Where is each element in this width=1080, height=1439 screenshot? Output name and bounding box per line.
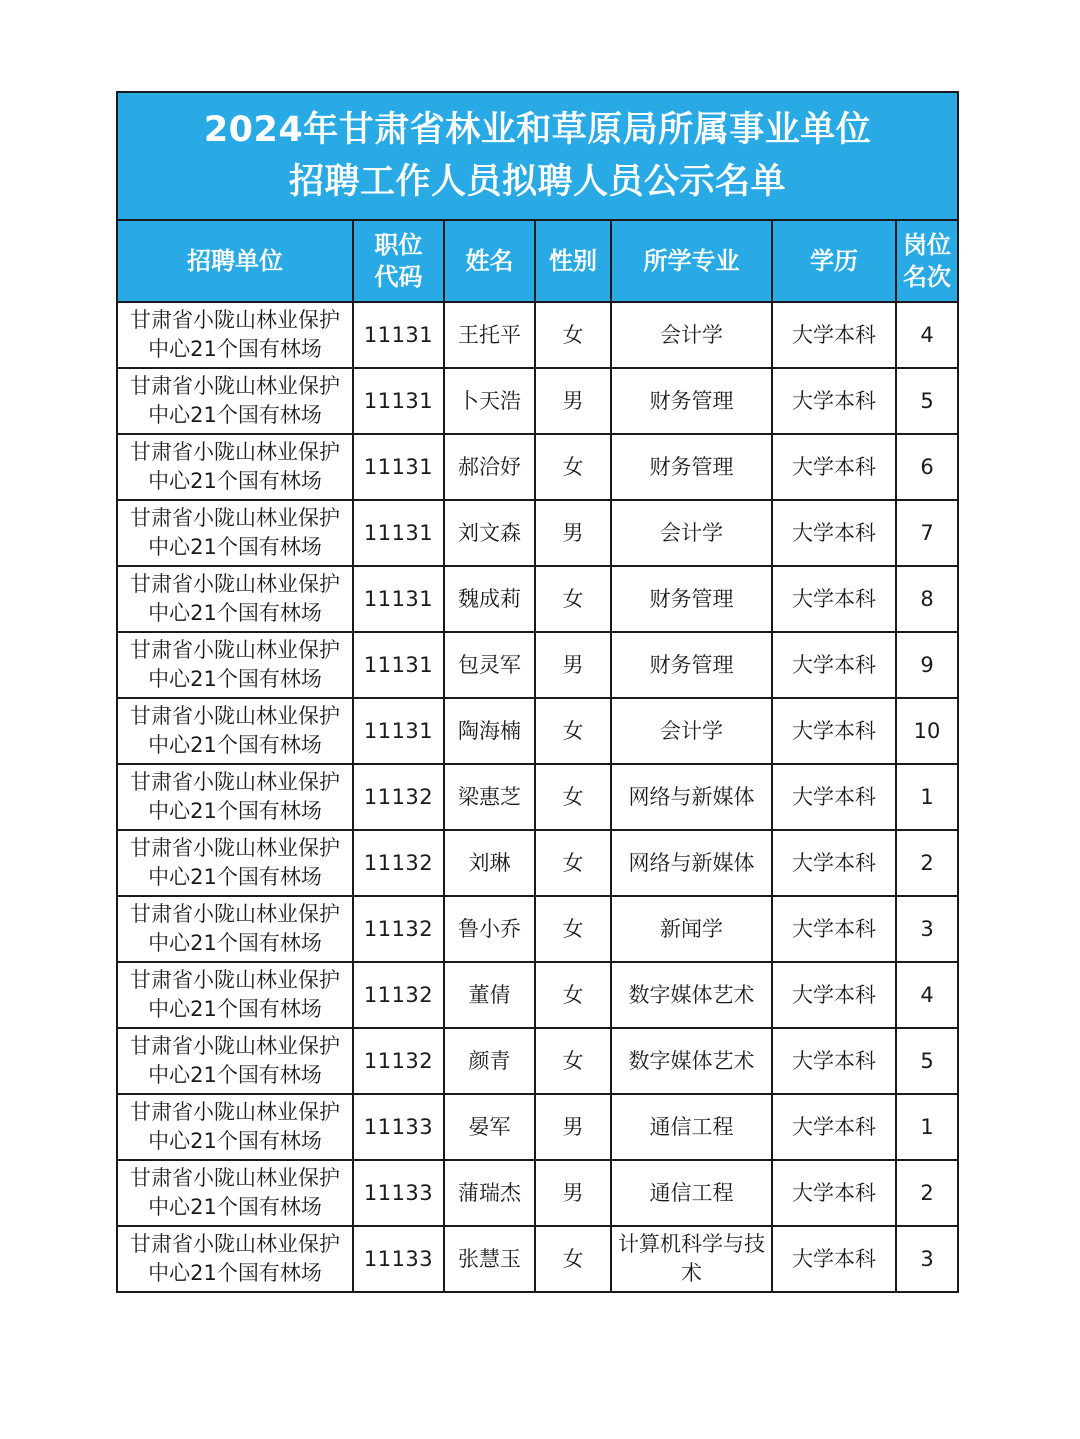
rank-cell: 5	[896, 368, 958, 434]
education-cell: 大学本科	[772, 698, 896, 764]
education-cell: 大学本科	[772, 896, 896, 962]
name-cell: 卜天浩	[444, 368, 535, 434]
unit-line-1: 甘肃省小陇山林业保护	[130, 1166, 340, 1190]
table-row	[117, 1160, 958, 1226]
unit-line-2: 中心21个国有林场	[148, 535, 322, 559]
unit-line-1: 甘肃省小陇山林业保护	[130, 638, 340, 662]
position-code-cell: 11133	[353, 1226, 444, 1292]
gender-cell: 女	[535, 698, 611, 764]
title-line-1: 2024年甘肃省林业和草原局所属事业单位	[203, 110, 872, 150]
name-cell: 刘文森	[444, 500, 535, 566]
table-row	[117, 1028, 958, 1094]
position-code-cell: 11131	[353, 302, 444, 368]
unit-cell	[117, 632, 353, 698]
name-cell: 魏成莉	[444, 566, 535, 632]
major-cell: 网络与新媒体	[611, 764, 772, 830]
unit-line-1: 甘肃省小陇山林业保护	[130, 1100, 340, 1124]
col-header-unit	[117, 220, 353, 302]
unit-line-1: 甘肃省小陇山林业保护	[130, 704, 340, 728]
unit-line-1: 甘肃省小陇山林业保护	[130, 572, 340, 596]
major-cell: 新闻学	[611, 896, 772, 962]
col-header-education	[772, 220, 896, 302]
education-cell: 大学本科	[772, 1094, 896, 1160]
gender-cell: 男	[535, 1160, 611, 1226]
unit-line-1: 甘肃省小陇山林业保护	[130, 308, 340, 332]
education-cell: 大学本科	[772, 500, 896, 566]
unit-line-2: 中心21个国有林场	[148, 865, 322, 889]
col-header-gender	[535, 220, 611, 302]
col-header-code-line2: 代码	[374, 263, 423, 291]
gender-cell: 女	[535, 962, 611, 1028]
unit-line-2: 中心21个国有林场	[148, 931, 322, 955]
position-code-cell: 11131	[353, 368, 444, 434]
unit-line-1: 甘肃省小陇山林业保护	[130, 506, 340, 530]
table-row	[117, 698, 958, 764]
education-cell: 大学本科	[772, 764, 896, 830]
table-row	[117, 1226, 958, 1292]
name-cell: 梁惠芝	[444, 764, 535, 830]
unit-line-2: 中心21个国有林场	[148, 403, 322, 427]
unit-cell	[117, 1094, 353, 1160]
table-title	[117, 92, 958, 220]
table-row	[117, 302, 958, 368]
col-header-major-label: 所学专业	[643, 247, 740, 275]
position-code-cell: 11131	[353, 566, 444, 632]
col-header-name-label: 姓名	[465, 247, 514, 275]
gender-cell: 女	[535, 434, 611, 500]
col-header-unit-label: 招聘单位	[187, 247, 283, 275]
position-code-cell: 11133	[353, 1094, 444, 1160]
rank-cell: 5	[896, 1028, 958, 1094]
table-row	[117, 896, 958, 962]
education-cell: 大学本科	[772, 830, 896, 896]
rank-cell: 3	[896, 896, 958, 962]
name-cell: 刘琳	[444, 830, 535, 896]
name-cell: 董倩	[444, 962, 535, 1028]
col-header-rank-line1: 岗位	[903, 231, 952, 259]
name-cell: 张慧玉	[444, 1226, 535, 1292]
gender-cell: 女	[535, 1226, 611, 1292]
major-cell: 通信工程	[611, 1160, 772, 1226]
table-row	[117, 434, 958, 500]
major-cell: 数字媒体艺术	[611, 962, 772, 1028]
gender-cell: 男	[535, 368, 611, 434]
unit-cell	[117, 434, 353, 500]
table-row	[117, 500, 958, 566]
title-line-2: 招聘工作人员拟聘人员公示名单	[289, 162, 787, 202]
gender-cell: 女	[535, 302, 611, 368]
rank-cell: 4	[896, 302, 958, 368]
major-cell: 数字媒体艺术	[611, 1028, 772, 1094]
position-code-cell: 11131	[353, 632, 444, 698]
unit-line-2: 中心21个国有林场	[148, 997, 322, 1021]
education-cell: 大学本科	[772, 632, 896, 698]
table-row	[117, 962, 958, 1028]
major-cell: 财务管理	[611, 368, 772, 434]
column-header-row	[117, 220, 958, 302]
major-cell: 财务管理	[611, 632, 772, 698]
unit-line-2: 中心21个国有林场	[148, 1063, 322, 1087]
unit-line-1: 甘肃省小陇山林业保护	[130, 1232, 340, 1256]
unit-line-2: 中心21个国有林场	[148, 1195, 322, 1219]
rank-cell: 2	[896, 830, 958, 896]
unit-line-1: 甘肃省小陇山林业保护	[130, 902, 340, 926]
rank-cell: 2	[896, 1160, 958, 1226]
unit-line-2: 中心21个国有林场	[148, 733, 322, 757]
col-header-rank-line2: 名次	[903, 263, 952, 291]
table-body	[117, 302, 958, 1292]
unit-line-1: 甘肃省小陇山林业保护	[130, 968, 340, 992]
unit-line-1: 甘肃省小陇山林业保护	[130, 1034, 340, 1058]
name-cell: 王托平	[444, 302, 535, 368]
education-cell: 大学本科	[772, 1226, 896, 1292]
major-cell: 会计学	[611, 500, 772, 566]
position-code-cell: 11131	[353, 500, 444, 566]
gender-cell: 女	[535, 830, 611, 896]
rank-cell: 9	[896, 632, 958, 698]
gender-cell: 男	[535, 632, 611, 698]
unit-line-2: 中心21个国有林场	[148, 1261, 322, 1285]
unit-cell	[117, 1028, 353, 1094]
position-code-cell: 11133	[353, 1160, 444, 1226]
rank-cell: 1	[896, 1094, 958, 1160]
gender-cell: 男	[535, 500, 611, 566]
col-header-code	[353, 220, 444, 302]
table-row	[117, 632, 958, 698]
major-cell: 会计学	[611, 302, 772, 368]
unit-line-1: 甘肃省小陇山林业保护	[130, 836, 340, 860]
unit-cell	[117, 500, 353, 566]
major-cell: 会计学	[611, 698, 772, 764]
name-cell: 郝洽妤	[444, 434, 535, 500]
rank-cell: 7	[896, 500, 958, 566]
position-code-cell: 11131	[353, 434, 444, 500]
position-code-cell: 11131	[353, 698, 444, 764]
unit-line-2: 中心21个国有林场	[148, 667, 322, 691]
unit-line-1: 甘肃省小陇山林业保护	[130, 374, 340, 398]
unit-line-2: 中心21个国有林场	[148, 1129, 322, 1153]
unit-cell	[117, 566, 353, 632]
col-header-gender-label: 性别	[549, 247, 597, 275]
education-cell: 大学本科	[772, 434, 896, 500]
education-cell: 大学本科	[772, 302, 896, 368]
candidate-table	[116, 91, 959, 1293]
rank-cell: 4	[896, 962, 958, 1028]
rank-cell: 3	[896, 1226, 958, 1292]
roster-sheet	[116, 91, 957, 1293]
position-code-cell: 11132	[353, 830, 444, 896]
education-cell: 大学本科	[772, 1028, 896, 1094]
unit-cell	[117, 1160, 353, 1226]
major-cell: 财务管理	[611, 566, 772, 632]
position-code-cell: 11132	[353, 1028, 444, 1094]
major-cell: 计算机科学与技术	[611, 1226, 772, 1292]
major-cell: 通信工程	[611, 1094, 772, 1160]
table-row	[117, 368, 958, 434]
unit-cell	[117, 830, 353, 896]
unit-line-2: 中心21个国有林场	[148, 799, 322, 823]
position-code-cell: 11132	[353, 896, 444, 962]
unit-cell	[117, 896, 353, 962]
col-header-rank	[896, 220, 958, 302]
table-row	[117, 1094, 958, 1160]
education-cell: 大学本科	[772, 566, 896, 632]
name-cell: 陶海楠	[444, 698, 535, 764]
unit-cell	[117, 962, 353, 1028]
table-row	[117, 764, 958, 830]
position-code-cell: 11132	[353, 962, 444, 1028]
unit-cell	[117, 302, 353, 368]
rank-cell: 6	[896, 434, 958, 500]
unit-cell	[117, 764, 353, 830]
unit-cell	[117, 368, 353, 434]
table-row	[117, 830, 958, 896]
gender-cell: 女	[535, 764, 611, 830]
unit-line-2: 中心21个国有林场	[148, 469, 322, 493]
gender-cell: 女	[535, 566, 611, 632]
education-cell: 大学本科	[772, 962, 896, 1028]
education-cell: 大学本科	[772, 368, 896, 434]
position-code-cell: 11132	[353, 764, 444, 830]
col-header-name	[444, 220, 535, 302]
unit-line-1: 甘肃省小陇山林业保护	[130, 440, 340, 464]
name-cell: 颜青	[444, 1028, 535, 1094]
rank-cell: 10	[896, 698, 958, 764]
table-row	[117, 566, 958, 632]
major-cell: 网络与新媒体	[611, 830, 772, 896]
gender-cell: 女	[535, 896, 611, 962]
unit-line-2: 中心21个国有林场	[148, 337, 322, 361]
name-cell: 鲁小乔	[444, 896, 535, 962]
col-header-major	[611, 220, 772, 302]
unit-line-2: 中心21个国有林场	[148, 601, 322, 625]
gender-cell: 女	[535, 1028, 611, 1094]
col-header-code-line1: 职位	[374, 231, 423, 259]
unit-line-1: 甘肃省小陇山林业保护	[130, 770, 340, 794]
col-header-education-label: 学历	[810, 247, 858, 275]
name-cell: 蒲瑞杰	[444, 1160, 535, 1226]
unit-cell	[117, 1226, 353, 1292]
gender-cell: 男	[535, 1094, 611, 1160]
rank-cell: 8	[896, 566, 958, 632]
major-cell: 财务管理	[611, 434, 772, 500]
unit-cell	[117, 698, 353, 764]
education-cell: 大学本科	[772, 1160, 896, 1226]
name-cell: 晏军	[444, 1094, 535, 1160]
name-cell: 包灵军	[444, 632, 535, 698]
rank-cell: 1	[896, 764, 958, 830]
